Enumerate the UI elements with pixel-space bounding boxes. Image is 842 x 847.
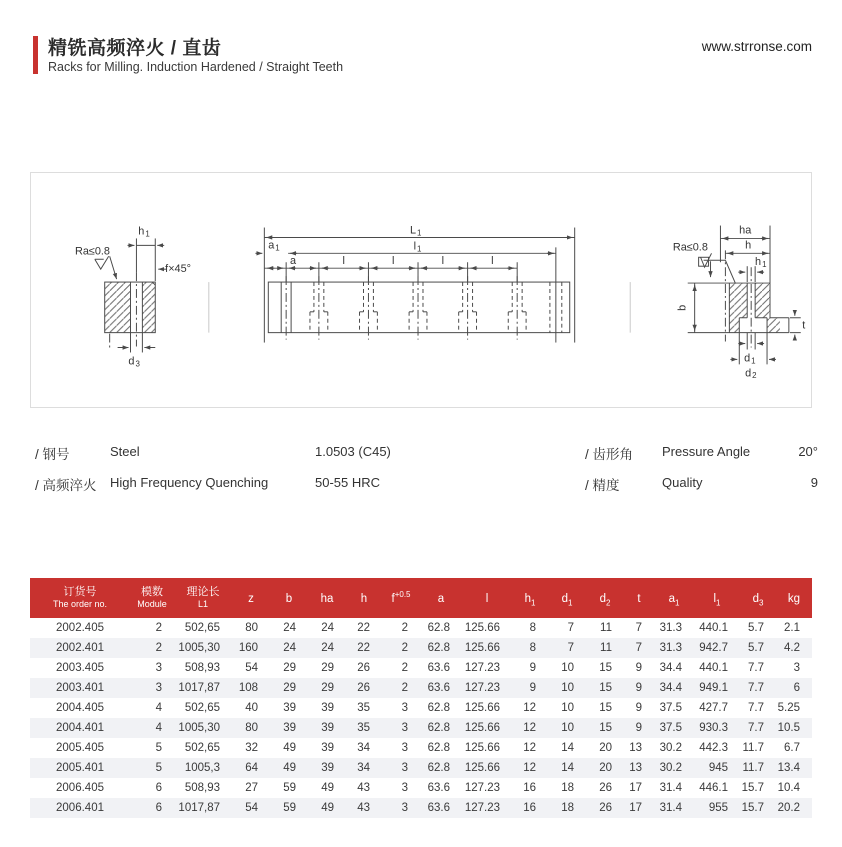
- table-cell: 9: [635, 682, 642, 694]
- table-cell: 11: [600, 622, 612, 634]
- table-cell: 2: [401, 682, 408, 694]
- table-cell: 9: [529, 682, 536, 694]
- table-cell: 7: [635, 622, 642, 634]
- table-cell: 12: [523, 722, 536, 734]
- table-cell: 12: [523, 762, 536, 774]
- svg-text:1: 1: [751, 356, 756, 366]
- table-cell: 17: [629, 802, 642, 814]
- front-view: [255, 224, 574, 342]
- page-subtitle: Racks for Milling. Induction Hardened / Straight Teeth: [48, 60, 344, 74]
- table-cell: 2005.401: [56, 762, 104, 774]
- table-cell: 7: [567, 642, 574, 654]
- spec-quality-zh: / 精度: [585, 478, 620, 493]
- column-header: t: [637, 593, 641, 605]
- table-cell: 5.25: [777, 702, 800, 714]
- column-header: $d_2$: [599, 592, 611, 608]
- table-cell: 63.6: [427, 782, 450, 794]
- table-cell: 20: [599, 762, 612, 774]
- table-cell: 34.4: [659, 662, 682, 674]
- table-cell: 508,93: [184, 662, 220, 674]
- dim-h: h: [745, 239, 752, 252]
- table-cell: 502,65: [184, 742, 220, 754]
- table-cell: 39: [321, 702, 334, 714]
- table-cell: 10.4: [777, 782, 800, 794]
- dim-l: l: [392, 255, 395, 268]
- table-cell: 13.4: [777, 762, 800, 774]
- table-cell: 3: [401, 722, 408, 734]
- table-cell: 62.8: [427, 642, 450, 654]
- column-header: $a_1$: [668, 592, 680, 608]
- table-cell: 24: [321, 622, 334, 634]
- table-cell: 37.5: [659, 702, 682, 714]
- header-row: [30, 578, 812, 618]
- table-cell: 34: [357, 742, 370, 754]
- svg-text:1: 1: [145, 229, 150, 239]
- table-cell: 59: [283, 802, 296, 814]
- table-cell: 11: [600, 642, 612, 654]
- table-row: [30, 778, 812, 798]
- table-cell: 49: [283, 762, 296, 774]
- table-cell: 18: [561, 802, 574, 814]
- table-cell: 49: [321, 782, 334, 794]
- table-cell: 125.66: [464, 762, 500, 774]
- table-cell: 955: [708, 802, 728, 814]
- table-cell: 942.7: [699, 642, 728, 654]
- table-cell: 39: [283, 722, 296, 734]
- table-cell: 125.66: [464, 642, 500, 654]
- column-header: kg: [787, 593, 801, 605]
- dim-l: l: [491, 255, 494, 268]
- table-row: [30, 658, 812, 678]
- table-cell: 440.1: [699, 662, 728, 674]
- table-cell: 12: [523, 702, 536, 714]
- dim-d1: d: [744, 352, 751, 365]
- column-header: 订货号 The order no.: [52, 586, 108, 609]
- table-cell: 930.3: [699, 722, 728, 734]
- table-cell: 31.4: [659, 782, 682, 794]
- table-cell: 7.7: [748, 702, 764, 714]
- svg-text:3: 3: [135, 359, 140, 369]
- column-header: $l_1$: [713, 592, 721, 608]
- table-row: [30, 798, 812, 818]
- dim-l: l: [342, 255, 345, 268]
- table-cell: 5.7: [748, 622, 764, 634]
- table-cell: 1005,3: [184, 762, 220, 774]
- table-cell: 24: [283, 622, 296, 634]
- svg-text:2: 2: [752, 371, 757, 381]
- spec-angle-zh: / 齿形角: [585, 447, 634, 462]
- table-cell: 125.66: [464, 622, 500, 634]
- table-row: [30, 738, 812, 758]
- table-cell: 9: [635, 722, 642, 734]
- table-cell: 59: [283, 782, 296, 794]
- table-cell: 1017,87: [178, 682, 220, 694]
- table-cell: 62.8: [427, 722, 450, 734]
- table-cell: 12: [523, 742, 536, 754]
- table-cell: 125.66: [464, 722, 500, 734]
- column-header: l: [485, 593, 489, 605]
- table-cell: 39: [321, 722, 334, 734]
- column-header: 理论长 L1: [186, 586, 220, 609]
- technical-drawing: [30, 172, 812, 408]
- table-cell: 3: [793, 662, 800, 674]
- spec-quench-en: High Frequency Quenching: [110, 475, 269, 490]
- table-cell: 9: [635, 702, 642, 714]
- table-cell: 508,93: [184, 782, 220, 794]
- table-cell: 8: [529, 642, 536, 654]
- table-cell: 2006.401: [56, 802, 104, 814]
- surface-roughness-label: Ra≤0.8: [672, 241, 708, 254]
- table-cell: 49: [283, 742, 296, 754]
- dim-L1: L: [409, 224, 417, 237]
- table-cell: 7.7: [748, 662, 764, 674]
- table-cell: 442.3: [699, 742, 728, 754]
- table-row: [30, 638, 812, 658]
- table-cell: 15: [599, 682, 612, 694]
- table-cell: 15.7: [741, 802, 764, 814]
- table-cell: 26: [599, 802, 612, 814]
- table-cell: 3: [401, 802, 408, 814]
- accent-bar: [33, 36, 38, 74]
- column-header: $h_1$: [524, 592, 536, 608]
- table-cell: 2002.401: [56, 642, 104, 654]
- table-cell: 62.8: [427, 742, 450, 754]
- table-cell: 9: [635, 662, 642, 674]
- table-row: [30, 698, 812, 718]
- column-header: $d_1$: [561, 592, 573, 608]
- table-cell: 30.2: [659, 762, 682, 774]
- table-cell: 160: [238, 642, 258, 654]
- table-cell: 10: [561, 722, 574, 734]
- spec-steel-en: Steel: [110, 444, 140, 459]
- table-cell: 34.4: [659, 682, 682, 694]
- table-cell: 502,65: [184, 702, 220, 714]
- table-row: [30, 718, 812, 738]
- surface-roughness-label: Ra≤0.8: [74, 245, 111, 258]
- table-cell: 31.4: [659, 802, 682, 814]
- table-cell: 15: [599, 722, 612, 734]
- dim-t: t: [802, 319, 806, 332]
- rack-drawing-svg: [31, 173, 811, 407]
- table-cell: 18: [561, 782, 574, 794]
- dim-l: l: [441, 255, 445, 268]
- table-cell: 31.3: [659, 622, 682, 634]
- table-cell: 14: [561, 742, 574, 754]
- table-cell: 26: [357, 662, 370, 674]
- table-cell: 3: [401, 782, 408, 794]
- table-head: [30, 578, 812, 618]
- table-cell: 14: [561, 762, 574, 774]
- table-cell: 10: [561, 662, 574, 674]
- chamfer-label: f×45°: [165, 263, 192, 276]
- table-cell: 22: [357, 642, 370, 654]
- table-cell: 125.66: [464, 742, 500, 754]
- table-cell: 10: [561, 682, 574, 694]
- table-cell: 10.5: [777, 722, 800, 734]
- dim-d2: d: [745, 367, 752, 380]
- side-section-view: [673, 224, 805, 380]
- column-header: 模数 Module: [137, 586, 167, 609]
- table-cell: 7.7: [748, 682, 764, 694]
- spec-angle-en: Pressure Angle: [662, 444, 751, 459]
- table-cell: 127.23: [464, 802, 500, 814]
- table-cell: 2: [155, 642, 162, 654]
- table-cell: 63.6: [427, 802, 450, 814]
- table-cell: 43: [357, 802, 370, 814]
- counterbore-hole: [310, 276, 328, 339]
- table-cell: 35: [357, 722, 370, 734]
- dim-l1: l: [413, 240, 417, 253]
- table-cell: 3: [401, 742, 408, 754]
- table-cell: 127.23: [464, 662, 500, 674]
- table-row: [30, 678, 812, 698]
- table-cell: 80: [245, 722, 258, 734]
- column-header: $d_3$: [752, 592, 764, 608]
- table-cell: 1017,87: [178, 802, 220, 814]
- table-cell: 2006.405: [56, 782, 104, 794]
- table-cell: 16: [523, 782, 536, 794]
- website-link[interactable]: www.strronse.com: [701, 39, 812, 54]
- table-cell: 2: [401, 662, 408, 674]
- table-cell: 13: [629, 742, 642, 754]
- table-row: [30, 618, 812, 638]
- spec-angle-value: 20°: [798, 444, 818, 459]
- table-cell: 3: [155, 662, 162, 674]
- dim-a1: a: [268, 239, 275, 252]
- table-cell: 1005,30: [178, 642, 220, 654]
- table-cell: 29: [321, 662, 334, 674]
- table-cell: 15: [599, 662, 612, 674]
- table-cell: 7.7: [748, 722, 764, 734]
- dim-b: b: [676, 304, 689, 311]
- spec-steel-value: 1.0503 (C45): [315, 444, 391, 459]
- table-cell: 29: [283, 682, 296, 694]
- table-cell: 63.6: [427, 662, 450, 674]
- column-header: z: [248, 593, 254, 605]
- table-cell: 427.7: [699, 702, 728, 714]
- table-cell: 949.1: [699, 682, 728, 694]
- table-cell: 62.8: [427, 622, 450, 634]
- table-cell: 64: [245, 762, 258, 774]
- table-cell: 2003.405: [56, 662, 104, 674]
- table-cell: 24: [283, 642, 296, 654]
- table-cell: 31.3: [659, 642, 682, 654]
- table-cell: 24: [321, 642, 334, 654]
- table-cell: 26: [599, 782, 612, 794]
- table-cell: 11.7: [742, 742, 764, 754]
- table-cell: 127.23: [464, 782, 500, 794]
- table-cell: 27: [245, 782, 258, 794]
- table-cell: 49: [321, 802, 334, 814]
- column-header: $f^{+0.5}$: [391, 590, 411, 605]
- table-cell: 127.23: [464, 682, 500, 694]
- table-cell: 9: [529, 662, 536, 674]
- table-cell: 8: [529, 622, 536, 634]
- spec-quality-en: Quality: [662, 475, 703, 490]
- spec-quench-zh: / 高频淬火: [35, 478, 97, 493]
- table-cell: 4: [155, 722, 162, 734]
- table-cell: 29: [283, 662, 296, 674]
- table-cell: 15.7: [741, 782, 764, 794]
- dim-ha: ha: [739, 224, 752, 237]
- table-cell: 125.66: [464, 702, 500, 714]
- table-cell: 2004.401: [56, 722, 104, 734]
- table-cell: 7: [635, 642, 642, 654]
- dim-d3: d: [128, 355, 135, 368]
- table-cell: 4.2: [784, 642, 800, 654]
- table-cell: 13: [629, 762, 642, 774]
- table-cell: 20: [599, 742, 612, 754]
- roughness-icon: [95, 256, 109, 269]
- table-cell: 63.6: [427, 682, 450, 694]
- table-cell: 11.7: [742, 762, 764, 774]
- table-cell: 16: [523, 802, 536, 814]
- table-cell: 446.1: [699, 782, 728, 794]
- table-cell: 440.1: [699, 622, 728, 634]
- table-body: [30, 618, 812, 818]
- table-cell: 2004.405: [56, 702, 104, 714]
- page-title: 精铣高频淬火 / 直齿: [48, 38, 222, 59]
- table-cell: 62.8: [427, 762, 450, 774]
- table-cell: 32: [245, 742, 258, 754]
- table-cell: 10: [561, 702, 574, 714]
- table-cell: 26: [357, 682, 370, 694]
- table-cell: 43: [357, 782, 370, 794]
- left-section-view: [75, 225, 191, 368]
- dim-h1-left: h: [138, 225, 145, 238]
- table-cell: 108: [238, 682, 258, 694]
- table-cell: 29: [321, 682, 334, 694]
- table-cell: 5: [155, 762, 162, 774]
- table-cell: 6: [793, 682, 800, 694]
- svg-text:1: 1: [275, 243, 280, 253]
- dim-h1-side: h: [755, 256, 762, 269]
- table-cell: 3: [401, 762, 408, 774]
- table-cell: 7: [567, 622, 574, 634]
- table-cell: 39: [283, 702, 296, 714]
- table-cell: 39: [321, 742, 334, 754]
- svg-text:1: 1: [762, 260, 767, 270]
- column-header: b: [285, 593, 293, 605]
- svg-text:1: 1: [417, 244, 422, 254]
- table-cell: 62.8: [427, 702, 450, 714]
- table-cell: 945: [708, 762, 728, 774]
- table-cell: 37.5: [659, 722, 682, 734]
- table-cell: 17: [629, 782, 642, 794]
- column-header: h: [360, 593, 368, 605]
- table-cell: 54: [245, 662, 258, 674]
- table-cell: 2: [155, 622, 162, 634]
- table-cell: 39: [321, 762, 334, 774]
- table-cell: 15: [599, 702, 612, 714]
- table-cell: 2003.401: [56, 682, 104, 694]
- table-cell: 2: [401, 642, 408, 654]
- table-cell: 22: [357, 622, 370, 634]
- table-cell: 5: [155, 742, 162, 754]
- spec-steel-zh: / 钢号: [35, 447, 70, 462]
- table-cell: 6.7: [784, 742, 800, 754]
- table-cell: 6: [155, 802, 162, 814]
- table-cell: 3: [401, 702, 408, 714]
- table-cell: 3: [155, 682, 162, 694]
- table-cell: 35: [357, 702, 370, 714]
- table-cell: 4: [155, 702, 162, 714]
- table-row: [30, 758, 812, 778]
- table-cell: 5.7: [748, 642, 764, 654]
- table-cell: 2002.405: [56, 622, 104, 634]
- spec-quench-value: 50-55 HRC: [315, 475, 381, 490]
- column-header: ha: [320, 593, 334, 605]
- table-cell: 2005.405: [56, 742, 104, 754]
- table-cell: 6: [155, 782, 162, 794]
- table-cell: 54: [245, 802, 258, 814]
- table-cell: 502,65: [184, 622, 220, 634]
- dim-a: a: [290, 255, 297, 268]
- table-cell: 2.1: [784, 622, 800, 634]
- column-header: a: [437, 593, 445, 605]
- table-cell: 30.2: [659, 742, 682, 754]
- product-table: [30, 578, 812, 818]
- table-cell: 34: [357, 762, 370, 774]
- svg-text:1: 1: [417, 228, 422, 238]
- table-cell: 40: [245, 702, 258, 714]
- table-cell: 2: [401, 622, 408, 634]
- table-cell: 1005,30: [178, 722, 220, 734]
- table-cell: 20.2: [777, 802, 800, 814]
- spec-quality-value: 9: [810, 475, 818, 490]
- table-cell: 80: [245, 622, 258, 634]
- product-table-container: [30, 578, 812, 818]
